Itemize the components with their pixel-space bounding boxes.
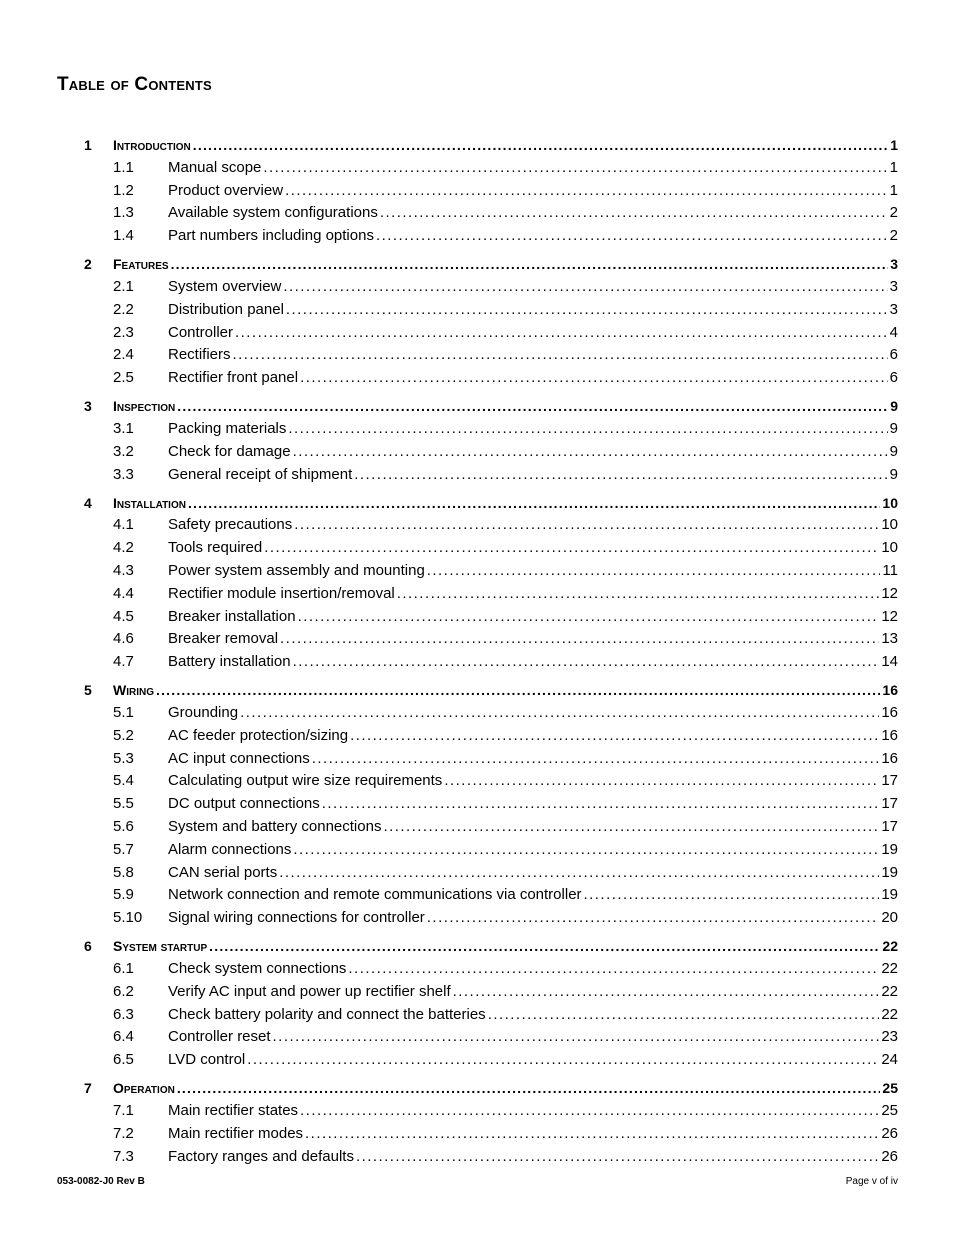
toc-entry-label: CAN serial ports: [168, 863, 278, 881]
toc-entry-number: 3.1: [113, 420, 134, 437]
toc-entry-label: Rectifier front panel: [168, 369, 299, 387]
toc-entry-number: 3: [84, 398, 92, 415]
toc-entry-number: 5.5: [113, 795, 134, 813]
toc-entry-page: 11: [882, 562, 898, 579]
toc-entry-page: 16: [882, 682, 898, 699]
toc-subsection[interactable]: [0, 514, 954, 536]
toc-subsection[interactable]: [0, 884, 954, 906]
toc-section[interactable]: [0, 679, 954, 701]
toc-entry-label: Controller: [168, 323, 234, 341]
toc-subsection[interactable]: [0, 958, 954, 980]
toc-entry-line: [113, 492, 898, 514]
toc-entry-page: 6: [889, 369, 898, 387]
toc-entry-line: [168, 839, 898, 861]
toc-entry-label: Main rectifier modes: [168, 1124, 304, 1142]
toc-entry-label: Grounding: [168, 704, 239, 721]
dot-leader: [383, 816, 879, 838]
toc-entry-label: Distribution panel: [168, 300, 284, 318]
toc-entry-page: 14: [881, 653, 898, 671]
toc-subsection[interactable]: [0, 1146, 954, 1168]
toc-entry-number: 6.1: [113, 960, 134, 977]
toc-subsection[interactable]: [0, 1123, 954, 1145]
toc-entry-page: 9: [889, 442, 898, 460]
toc-subsection[interactable]: [0, 560, 954, 582]
toc-entry-page: 17: [881, 795, 898, 813]
toc-entry-page: 9: [889, 465, 898, 483]
toc-entry-line: [168, 202, 898, 224]
toc-entry-page: 22: [881, 982, 898, 1000]
toc-entry-label: LVD control: [168, 1051, 246, 1069]
toc-entry-label: System startup: [113, 938, 208, 955]
dot-leader: [209, 935, 880, 957]
toc-entry-line: [168, 770, 898, 792]
toc-entry-label: General receipt of shipment: [168, 465, 353, 483]
toc-entry-number: 5.2: [113, 726, 134, 744]
toc-section[interactable]: [0, 395, 954, 417]
toc-entry-line: [168, 514, 898, 536]
toc-entry-number: 5: [84, 682, 92, 699]
toc-subsection[interactable]: [0, 299, 954, 321]
dot-leader: [156, 679, 880, 701]
toc-entry-label: Manual scope: [168, 158, 262, 176]
toc-entry-label: Operation: [113, 1080, 175, 1097]
toc-entry-line: [168, 299, 898, 321]
dot-leader: [273, 1026, 880, 1048]
toc-entry-page: 19: [881, 863, 898, 881]
dot-leader: [247, 1049, 879, 1071]
toc-entry-number: 7.1: [113, 1102, 134, 1119]
toc-entry-line: [168, 1049, 898, 1071]
dot-leader: [427, 560, 881, 582]
toc-entry-line: [168, 748, 898, 770]
toc-entry-page: 3: [890, 256, 898, 273]
toc-subsection[interactable]: [0, 464, 954, 486]
toc-subsection[interactable]: [0, 322, 954, 344]
toc-subsection[interactable]: [0, 748, 954, 770]
toc-entry-label: Network connection and remote communications via controller: [168, 886, 582, 904]
toc-entry-label: Factory ranges and defaults: [168, 1147, 354, 1165]
toc-entry-number: 2.5: [113, 369, 134, 387]
toc-entry-page: 20: [881, 909, 898, 927]
toc-entry-number: 6: [84, 938, 92, 955]
toc-entry-page: 16: [881, 726, 898, 744]
toc-entry-line: [168, 1004, 898, 1026]
toc-entry-number: 7.2: [113, 1124, 134, 1142]
toc-entry-line: [168, 907, 898, 929]
toc-subsection[interactable]: [0, 907, 954, 929]
toc-entry-number: 6.5: [113, 1051, 134, 1069]
toc-entry-number: 2.4: [113, 346, 134, 364]
toc-subsection[interactable]: [0, 1026, 954, 1048]
toc-entry-line: [168, 1100, 898, 1122]
toc-subsection[interactable]: [0, 276, 954, 298]
toc-entry-number: 5.6: [113, 818, 134, 835]
toc-entry-number: 4.5: [113, 607, 134, 625]
toc-entry-line: [168, 418, 898, 440]
dot-leader: [348, 958, 879, 980]
footer-doc-id: 053-0082-J0 Rev B: [57, 1176, 145, 1187]
dot-leader: [444, 770, 879, 792]
toc-entry-label: Controller reset: [168, 1028, 271, 1046]
toc-subsection[interactable]: [0, 180, 954, 202]
toc-entry-label: Features: [113, 256, 169, 273]
toc-entry-page: 9: [890, 398, 898, 415]
toc-entry-page: 1: [890, 137, 898, 153]
toc-entry-page: 16: [881, 749, 898, 767]
toc-subsection[interactable]: [0, 1004, 954, 1026]
toc-entry-page: 25: [881, 1102, 898, 1119]
toc-subsection[interactable]: [0, 702, 954, 724]
dot-leader: [305, 1123, 879, 1145]
dot-leader: [298, 606, 880, 628]
toc-entry-page: 1: [889, 181, 898, 199]
toc-subsection[interactable]: [0, 157, 954, 179]
dot-leader: [397, 583, 880, 605]
toc-section[interactable]: [0, 935, 954, 957]
toc-subsection[interactable]: [0, 418, 954, 440]
toc-subsection[interactable]: [0, 583, 954, 605]
toc-entry-number: 1.3: [113, 204, 134, 222]
dot-leader: [288, 418, 887, 440]
toc-entry-label: Alarm connections: [168, 840, 292, 858]
toc-entry-label: Packing materials: [168, 420, 287, 437]
toc-entry-line: [168, 816, 898, 838]
toc-entry-number: 4.1: [113, 516, 134, 534]
toc-entry-number: 4: [84, 494, 92, 511]
toc-entry-line: [168, 958, 898, 980]
toc-entry-number: 6.2: [113, 982, 134, 1000]
toc-entry-label: Wiring: [113, 682, 154, 699]
toc-entry-page: 6: [889, 346, 898, 364]
dot-leader: [240, 702, 879, 724]
dot-leader: [350, 725, 879, 747]
dot-leader: [279, 862, 879, 884]
toc-subsection[interactable]: [0, 839, 954, 861]
toc-subsection[interactable]: [0, 1100, 954, 1122]
dot-leader: [177, 1077, 881, 1099]
toc-entry-line: [168, 157, 898, 179]
toc-entry-page: 2: [889, 204, 898, 222]
toc-entry-line: [168, 180, 898, 202]
toc-subsection[interactable]: [0, 367, 954, 389]
dot-leader: [263, 157, 887, 179]
dot-leader: [293, 839, 879, 861]
dot-leader: [193, 134, 888, 156]
dot-leader: [264, 537, 879, 559]
toc-entry-line: [113, 253, 898, 275]
toc-entry-label: Tools required: [168, 539, 263, 557]
toc-entry-number: 5.7: [113, 840, 134, 858]
toc-section[interactable]: [0, 492, 954, 514]
toc-entry-page: 10: [882, 494, 898, 511]
toc-entry-page: 3: [889, 300, 898, 318]
toc-entry-number: 6.4: [113, 1028, 134, 1046]
toc-section[interactable]: [0, 1077, 954, 1099]
toc-entry-label: DC output connections: [168, 795, 320, 813]
toc-entry-line: [168, 225, 898, 247]
dot-leader: [453, 981, 880, 1003]
dot-leader: [188, 492, 880, 514]
toc-entry-page: 22: [881, 960, 898, 977]
toc-subsection[interactable]: [0, 628, 954, 650]
toc-entry-page: 3: [889, 278, 898, 295]
toc-entry-number: 1: [84, 137, 92, 153]
toc-entry-number: 7: [84, 1080, 92, 1097]
toc-subsection[interactable]: [0, 225, 954, 247]
toc-subsection[interactable]: [0, 793, 954, 815]
page-title: Table of Contents: [57, 74, 212, 95]
toc-entry-page: 1: [889, 158, 898, 176]
toc-entry-page: 19: [881, 886, 898, 904]
toc-entry-line: [168, 862, 898, 884]
toc-entry-number: 4.6: [113, 630, 134, 648]
toc-entry-page: 16: [881, 704, 898, 721]
toc-entry-page: 4: [889, 323, 898, 341]
toc-entry-label: Inspection: [113, 398, 176, 415]
toc-entry-line: [168, 651, 898, 673]
toc-entry-label: Rectifiers: [168, 346, 231, 364]
toc-entry-number: 2.1: [113, 278, 134, 295]
toc-subsection[interactable]: [0, 651, 954, 673]
toc-entry-number: 1.2: [113, 181, 134, 199]
toc-entry-line: [168, 344, 898, 366]
toc-entry-label: Power system assembly and mounting: [168, 562, 425, 579]
toc-entry-label: Calculating output wire size requirements: [168, 772, 443, 790]
toc-entry-page: 10: [881, 516, 898, 534]
toc-entry-label: Check for damage: [168, 442, 291, 460]
toc-entry-number: 6.3: [113, 1005, 134, 1023]
toc-entry-line: [113, 134, 898, 156]
toc-entry-label: Main rectifier states: [168, 1102, 299, 1119]
toc-entry-number: 2.2: [113, 300, 134, 318]
toc-section[interactable]: [0, 134, 954, 156]
toc-entry-number: 5.10: [113, 909, 143, 927]
toc-entry-label: Available system configurations: [168, 204, 378, 222]
toc-entry-page: 26: [881, 1124, 898, 1142]
toc-entry-line: [168, 583, 898, 605]
dot-leader: [322, 793, 880, 815]
toc-entry-number: 4.2: [113, 539, 134, 557]
toc-entry-number: 5.1: [113, 704, 134, 721]
toc-entry-line: [168, 1123, 898, 1145]
toc-entry-label: Part numbers including options: [168, 227, 374, 245]
toc-entry-number: 2: [84, 256, 92, 273]
toc-subsection[interactable]: [0, 816, 954, 838]
toc-section[interactable]: [0, 253, 954, 275]
toc-entry-line: [168, 441, 898, 463]
dot-leader: [235, 322, 888, 344]
dot-leader: [233, 344, 888, 366]
dot-leader: [354, 464, 887, 486]
toc-entry-line: [168, 276, 898, 298]
toc-entry-label: Battery installation: [168, 653, 291, 671]
dot-leader: [427, 907, 880, 929]
toc-entry-number: 3.3: [113, 465, 134, 483]
dot-leader: [488, 1004, 880, 1026]
toc-subsection[interactable]: [0, 1049, 954, 1071]
toc-subsection[interactable]: [0, 441, 954, 463]
toc-entry-number: 1.4: [113, 227, 134, 245]
toc-entry-number: 3.2: [113, 442, 134, 460]
toc-entry-line: [113, 1077, 898, 1099]
dot-leader: [285, 180, 888, 202]
toc-entry-label: AC input connections: [168, 749, 310, 767]
toc-entry-line: [168, 464, 898, 486]
toc-entry-number: 7.3: [113, 1147, 134, 1165]
dot-leader: [293, 441, 888, 463]
toc-entry-line: [168, 1146, 898, 1168]
toc-entry-label: System overview: [168, 278, 282, 295]
toc-subsection[interactable]: [0, 725, 954, 747]
toc-entry-label: Introduction: [113, 137, 191, 153]
toc-entry-label: Installation: [113, 494, 186, 511]
toc-entry-page: 23: [881, 1028, 898, 1046]
dot-leader: [300, 367, 888, 389]
toc-subsection[interactable]: [0, 537, 954, 559]
dot-leader: [312, 748, 880, 770]
toc-entry-page: 10: [881, 539, 898, 557]
toc-entry-line: [168, 322, 898, 344]
toc-entry-page: 12: [881, 607, 898, 625]
toc-entry-line: [168, 606, 898, 628]
toc-subsection[interactable]: [0, 770, 954, 792]
toc-entry-number: 5.9: [113, 886, 134, 904]
dot-leader: [380, 202, 888, 224]
toc-entry-page: 24: [881, 1051, 898, 1069]
toc-entry-page: 22: [881, 1005, 898, 1023]
toc-entry-number: 5.4: [113, 772, 134, 790]
toc-entry-page: 17: [881, 772, 898, 790]
toc-entry-line: [168, 702, 898, 724]
toc-entry-label: AC feeder protection/sizing: [168, 726, 349, 744]
toc-entry-line: [168, 981, 898, 1003]
toc-entry-line: [113, 395, 898, 417]
toc-entry-line: [113, 679, 898, 701]
dot-leader: [300, 1100, 879, 1122]
footer-page-label: Page v of iv: [845, 1176, 898, 1187]
toc-entry-number: 2.3: [113, 323, 134, 341]
toc-entry-page: 19: [881, 840, 898, 858]
toc-entry-line: [168, 628, 898, 650]
toc-entry-number: 4.3: [113, 562, 134, 579]
toc-entry-label: Breaker installation: [168, 607, 296, 625]
toc-entry-label: Breaker removal: [168, 630, 279, 648]
toc-subsection[interactable]: [0, 202, 954, 224]
toc-entry-line: [168, 367, 898, 389]
toc-subsection[interactable]: [0, 981, 954, 1003]
toc-entry-line: [168, 560, 898, 582]
dot-leader: [286, 299, 888, 321]
dot-leader: [294, 514, 879, 536]
dot-leader: [283, 276, 887, 298]
toc-entry-line: [113, 935, 898, 957]
toc-entry-label: System and battery connections: [168, 818, 382, 835]
toc-entry-label: Rectifier module insertion/removal: [168, 584, 395, 602]
toc-entry-page: 12: [881, 584, 898, 602]
toc-entry-label: Check battery polarity and connect the batteries: [168, 1005, 486, 1023]
dot-leader: [171, 253, 889, 275]
toc-entry-label: Verify AC input and power up rectifier shelf: [168, 982, 451, 1000]
toc-entry-number: 4.4: [113, 584, 134, 602]
toc-entry-line: [168, 537, 898, 559]
toc-entry-number: 5.3: [113, 749, 134, 767]
dot-leader: [356, 1146, 879, 1168]
toc-entry-label: Product overview: [168, 181, 284, 199]
toc-entry-page: 2: [889, 227, 898, 245]
toc-entry-page: 13: [881, 630, 898, 648]
toc-entry-label: Signal wiring connections for controller: [168, 909, 425, 927]
toc-entry-line: [168, 884, 898, 906]
toc-entry-number: 1.1: [113, 158, 134, 176]
toc-entry-number: 5.8: [113, 863, 134, 881]
dot-leader: [280, 628, 879, 650]
toc-entry-page: 26: [881, 1147, 898, 1165]
dot-leader: [584, 884, 880, 906]
toc-entry-page: 17: [881, 818, 898, 835]
toc-subsection[interactable]: [0, 862, 954, 884]
toc-subsection[interactable]: [0, 344, 954, 366]
toc-entry-number: 4.7: [113, 653, 134, 671]
dot-leader: [177, 395, 888, 417]
toc-entry-page: 22: [882, 938, 898, 955]
toc-entry-page: 25: [882, 1080, 898, 1097]
toc-entry-line: [168, 1026, 898, 1048]
toc-entry-label: Safety precautions: [168, 516, 293, 534]
toc-entry-line: [168, 793, 898, 815]
toc-entry-page: 9: [889, 420, 898, 437]
dot-leader: [376, 225, 888, 247]
toc-entry-line: [168, 725, 898, 747]
toc-subsection[interactable]: [0, 606, 954, 628]
toc-entry-label: Check system connections: [168, 960, 347, 977]
dot-leader: [293, 651, 880, 673]
